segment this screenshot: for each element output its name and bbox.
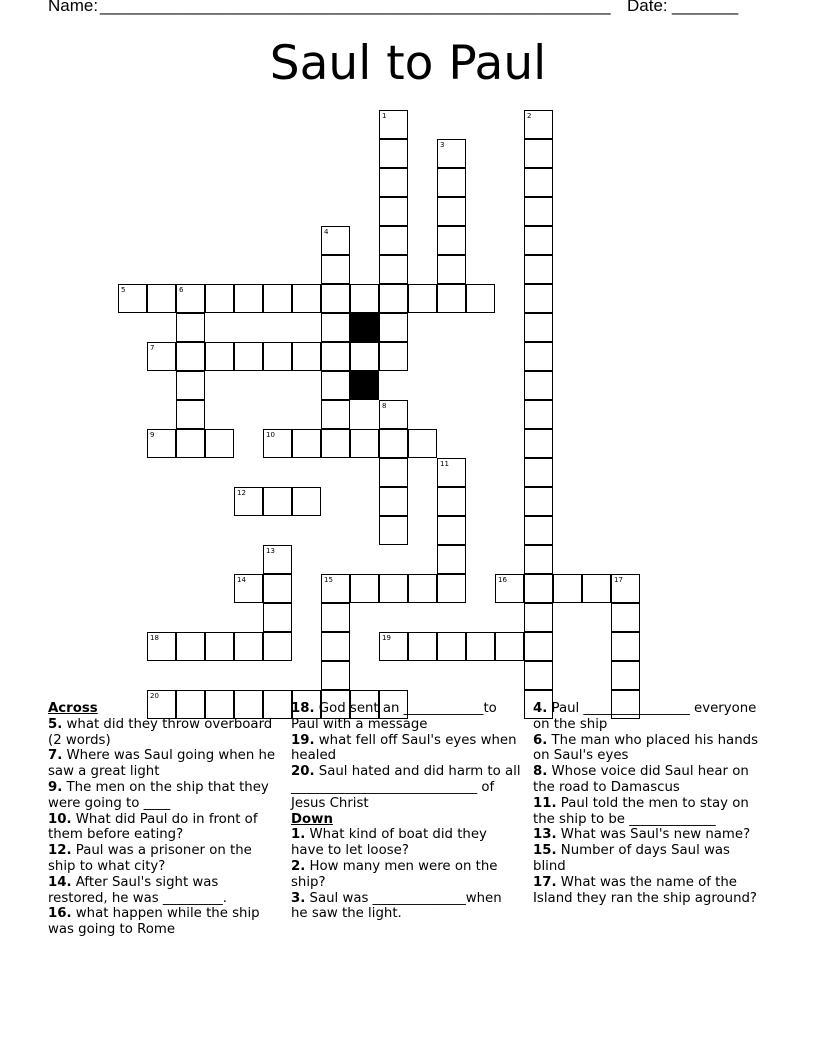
clue-column-2 bbox=[291, 701, 521, 922]
clue-item-number: 14. bbox=[48, 874, 72, 890]
clue-item-number: 15. bbox=[533, 843, 557, 859]
grid-cell[interactable] bbox=[176, 284, 205, 313]
clue-number: 17 bbox=[614, 576, 623, 584]
date-label: Date: bbox=[627, 0, 668, 15]
clue-item-text: what did they throw overboard (2 words) bbox=[48, 716, 273, 748]
clue-column-1 bbox=[48, 701, 278, 938]
grid-cell[interactable] bbox=[524, 371, 553, 400]
grid-cell[interactable] bbox=[234, 632, 263, 661]
grid-cell[interactable] bbox=[350, 342, 379, 371]
grid-cell[interactable] bbox=[350, 574, 379, 603]
clue-item-number: 1. bbox=[291, 827, 306, 843]
grid-cell[interactable] bbox=[176, 313, 205, 342]
grid-cell[interactable] bbox=[263, 429, 292, 458]
grid-cell[interactable] bbox=[524, 342, 553, 371]
grid-cell[interactable] bbox=[379, 168, 408, 197]
grid-cell[interactable] bbox=[524, 313, 553, 342]
grid-cell[interactable] bbox=[437, 197, 466, 226]
clue-number: 12 bbox=[237, 489, 246, 497]
grid-cell[interactable] bbox=[466, 632, 495, 661]
clue-item bbox=[291, 701, 521, 733]
grid-cell[interactable] bbox=[524, 284, 553, 313]
grid-cell[interactable] bbox=[176, 632, 205, 661]
clue-item-text: The men on the ship that they were going to ____ bbox=[48, 779, 269, 811]
clue-item-number: 7. bbox=[48, 748, 63, 764]
clue-number: 6 bbox=[179, 286, 184, 294]
clue-column-3 bbox=[533, 701, 763, 906]
clue-number: 9 bbox=[150, 431, 155, 439]
grid-cell[interactable] bbox=[292, 487, 321, 516]
date-line: _______ bbox=[672, 0, 739, 15]
grid-cell[interactable] bbox=[234, 574, 263, 603]
clue-item-number: 4. bbox=[533, 701, 548, 716]
grid-cell[interactable] bbox=[292, 342, 321, 371]
clue-item-text: After Saul's sight was restored, he was _________. bbox=[48, 874, 227, 906]
grid-cell[interactable] bbox=[321, 400, 350, 429]
page-title: Saul to Paul bbox=[269, 36, 547, 91]
grid-cell[interactable] bbox=[350, 371, 379, 400]
clue-item bbox=[533, 796, 763, 828]
grid-cell[interactable] bbox=[176, 400, 205, 429]
name-label: Name: bbox=[48, 0, 99, 15]
clue-number: 7 bbox=[150, 344, 155, 352]
grid-cell[interactable] bbox=[611, 632, 640, 661]
clue-item bbox=[533, 733, 763, 765]
grid-cell[interactable] bbox=[379, 400, 408, 429]
clue-item-text: Saul was ______________when he saw the light. bbox=[291, 890, 502, 922]
grid-cell[interactable] bbox=[524, 226, 553, 255]
clue-item-text: Paul ________________ everyone on the ship bbox=[533, 701, 757, 732]
grid-cell[interactable] bbox=[321, 226, 350, 255]
grid-cell[interactable] bbox=[147, 342, 176, 371]
clue-number: 16 bbox=[498, 576, 507, 584]
clue-item-number: 20. bbox=[291, 764, 315, 780]
grid-cell[interactable] bbox=[524, 139, 553, 168]
clue-number: 8 bbox=[382, 402, 387, 410]
grid-cell[interactable] bbox=[408, 284, 437, 313]
clue-item-number: 9. bbox=[48, 779, 63, 795]
grid-cell[interactable] bbox=[321, 661, 350, 690]
clue-number: 13 bbox=[266, 547, 275, 555]
clue-number: 11 bbox=[440, 460, 449, 468]
clue-item-number: 8. bbox=[533, 764, 548, 780]
clue-item-number: 13. bbox=[533, 827, 557, 843]
clue-item bbox=[48, 875, 278, 907]
clue-item bbox=[48, 812, 278, 844]
grid-cell[interactable] bbox=[611, 661, 640, 690]
grid-cell[interactable] bbox=[437, 139, 466, 168]
clue-number: 19 bbox=[382, 634, 391, 642]
clue-item bbox=[291, 859, 521, 891]
grid-cell[interactable] bbox=[437, 255, 466, 284]
grid-cell[interactable] bbox=[379, 487, 408, 516]
grid-cell[interactable] bbox=[263, 342, 292, 371]
grid-cell[interactable] bbox=[234, 342, 263, 371]
name-line: ______________________________________________________ bbox=[100, 0, 611, 15]
grid-cell[interactable] bbox=[379, 429, 408, 458]
grid-cell[interactable] bbox=[321, 342, 350, 371]
grid-cell[interactable] bbox=[437, 487, 466, 516]
grid-cell[interactable] bbox=[437, 226, 466, 255]
grid-cell[interactable] bbox=[524, 603, 553, 632]
grid-cell[interactable] bbox=[379, 110, 408, 139]
clue-item-number: 3. bbox=[291, 890, 306, 906]
grid-cell[interactable] bbox=[147, 429, 176, 458]
clue-item bbox=[48, 906, 278, 938]
grid-cell[interactable] bbox=[147, 284, 176, 313]
grid-cell[interactable] bbox=[437, 545, 466, 574]
grid-cell[interactable] bbox=[524, 110, 553, 139]
clue-item-text: Paul told the men to stay on the ship to be _____________ bbox=[533, 795, 749, 827]
grid-cell[interactable] bbox=[176, 342, 205, 371]
clue-number: 5 bbox=[121, 286, 126, 294]
grid-cell[interactable] bbox=[524, 255, 553, 284]
grid-cell[interactable] bbox=[350, 313, 379, 342]
grid-cell[interactable] bbox=[524, 632, 553, 661]
grid-cell[interactable] bbox=[466, 284, 495, 313]
grid-cell[interactable] bbox=[379, 139, 408, 168]
grid-cell[interactable] bbox=[495, 574, 524, 603]
grid-cell[interactable] bbox=[205, 342, 234, 371]
grid-cell[interactable] bbox=[495, 632, 524, 661]
grid-cell[interactable] bbox=[263, 487, 292, 516]
grid-cell[interactable] bbox=[263, 632, 292, 661]
grid-cell[interactable] bbox=[437, 632, 466, 661]
clue-item-text: Paul was a prisoner on the ship to what city? bbox=[48, 843, 252, 874]
grid-cell[interactable] bbox=[321, 429, 350, 458]
clue-number: 3 bbox=[440, 141, 445, 149]
clue-item bbox=[291, 827, 521, 859]
grid-cell[interactable] bbox=[408, 429, 437, 458]
grid-cell[interactable] bbox=[321, 632, 350, 661]
grid-cell[interactable] bbox=[408, 574, 437, 603]
grid-cell[interactable] bbox=[611, 603, 640, 632]
grid-cell[interactable] bbox=[321, 255, 350, 284]
clue-item-text: How many men were on the ship? bbox=[291, 858, 498, 890]
clue-item-text: what fell off Saul's eyes when healed bbox=[291, 732, 517, 764]
clue-number: 18 bbox=[150, 634, 159, 642]
grid-cell[interactable] bbox=[205, 632, 234, 661]
grid-cell[interactable] bbox=[205, 429, 234, 458]
clue-number: 1 bbox=[382, 112, 387, 120]
grid-cell[interactable] bbox=[582, 574, 611, 603]
clue-item bbox=[48, 780, 278, 812]
grid-cell[interactable] bbox=[524, 661, 553, 690]
grid-cell[interactable] bbox=[379, 574, 408, 603]
clue-item-text: What did Paul do in front of them before eating? bbox=[48, 811, 258, 843]
grid-cell[interactable] bbox=[205, 284, 234, 313]
clue-item-text: what happen while the ship was going to Rome bbox=[48, 906, 260, 938]
clue-item bbox=[533, 764, 763, 796]
clue-item bbox=[533, 701, 763, 733]
clue-item bbox=[533, 827, 763, 843]
grid-cell[interactable] bbox=[524, 574, 553, 603]
grid-cell[interactable] bbox=[437, 284, 466, 313]
grid-cell[interactable] bbox=[524, 545, 553, 574]
grid-cell[interactable] bbox=[321, 574, 350, 603]
clue-item-number: 18. bbox=[291, 701, 315, 716]
clue-item-text: What was the name of the Island they ran the ship aground? bbox=[533, 874, 757, 906]
clue-item-number: 17. bbox=[533, 874, 557, 890]
clue-item-text: What was Saul's new name? bbox=[556, 827, 751, 843]
grid-cell[interactable] bbox=[234, 487, 263, 516]
clue-item-number: 11. bbox=[533, 795, 557, 811]
grid-cell[interactable] bbox=[437, 516, 466, 545]
grid-cell[interactable] bbox=[321, 284, 350, 313]
grid-cell[interactable] bbox=[524, 458, 553, 487]
clue-number: 14 bbox=[237, 576, 246, 584]
clue-section-heading: Across bbox=[48, 701, 98, 716]
grid-cell[interactable] bbox=[118, 284, 147, 313]
clue-item-number: 10. bbox=[48, 811, 72, 827]
grid-cell[interactable] bbox=[379, 342, 408, 371]
grid-cell[interactable] bbox=[263, 284, 292, 313]
grid-cell[interactable] bbox=[437, 458, 466, 487]
clue-item bbox=[291, 733, 521, 765]
clue-item-number: 2. bbox=[291, 858, 306, 874]
grid-cell[interactable] bbox=[234, 284, 263, 313]
clue-item-number: 16. bbox=[48, 906, 72, 922]
clue-item-text: Number of days Saul was blind bbox=[533, 843, 730, 874]
clue-item bbox=[291, 764, 521, 811]
grid-cell[interactable] bbox=[263, 603, 292, 632]
grid-cell[interactable] bbox=[524, 516, 553, 545]
grid-cell[interactable] bbox=[350, 429, 379, 458]
clue-number: 10 bbox=[266, 431, 275, 439]
clue-item-text: Saul hated and did harm to all ____________________________ of Jesus Christ bbox=[291, 764, 521, 811]
grid-cell[interactable] bbox=[176, 429, 205, 458]
clue-item bbox=[48, 717, 278, 749]
clue-item bbox=[291, 891, 521, 923]
grid-cell[interactable] bbox=[379, 632, 408, 661]
clue-item bbox=[533, 843, 763, 875]
grid-cell[interactable] bbox=[379, 516, 408, 545]
grid-cell[interactable] bbox=[524, 400, 553, 429]
clue-item-number: 12. bbox=[48, 843, 72, 859]
clue-item bbox=[533, 875, 763, 907]
clue-item-number: 19. bbox=[291, 732, 315, 748]
grid-cell[interactable] bbox=[176, 371, 205, 400]
clue-number: 4 bbox=[324, 228, 329, 236]
grid-cell[interactable] bbox=[379, 284, 408, 313]
clue-item-text: Whose voice did Saul hear on the road to Damascus bbox=[533, 764, 749, 795]
clue-item-text: What kind of boat did they have to let loose? bbox=[291, 827, 487, 859]
grid-cell[interactable] bbox=[292, 284, 321, 313]
clue-number: 2 bbox=[527, 112, 532, 120]
grid-cell[interactable] bbox=[292, 429, 321, 458]
grid-cell[interactable] bbox=[379, 458, 408, 487]
grid-cell[interactable] bbox=[263, 574, 292, 603]
grid-cell[interactable] bbox=[379, 226, 408, 255]
clue-item-text: God sent an ____________to Paul with a message bbox=[291, 701, 497, 732]
clue-item-text: The man who placed his hands on Saul's eyes bbox=[533, 732, 759, 764]
clue-item bbox=[48, 748, 278, 780]
grid-cell[interactable] bbox=[321, 371, 350, 400]
grid-cell[interactable] bbox=[553, 574, 582, 603]
grid-cell[interactable] bbox=[321, 603, 350, 632]
clue-number: 15 bbox=[324, 576, 333, 584]
grid-cell[interactable] bbox=[379, 255, 408, 284]
grid-cell[interactable] bbox=[524, 429, 553, 458]
clue-item-number: 5. bbox=[48, 716, 63, 732]
grid-cell[interactable] bbox=[437, 574, 466, 603]
grid-cell[interactable] bbox=[524, 168, 553, 197]
clue-item bbox=[48, 843, 278, 875]
clue-number: 20 bbox=[150, 692, 159, 700]
grid-cell[interactable] bbox=[263, 545, 292, 574]
grid-cell[interactable] bbox=[350, 284, 379, 313]
grid-cell[interactable] bbox=[524, 197, 553, 226]
grid-cell[interactable] bbox=[379, 197, 408, 226]
clue-section-heading: Down bbox=[291, 811, 333, 827]
grid-cell[interactable] bbox=[611, 574, 640, 603]
grid-cell[interactable] bbox=[408, 632, 437, 661]
grid-cell[interactable] bbox=[437, 168, 466, 197]
grid-cell[interactable] bbox=[321, 313, 350, 342]
grid-cell[interactable] bbox=[147, 632, 176, 661]
clue-item-text: Where was Saul going when he saw a great light bbox=[48, 748, 276, 780]
grid-cell[interactable] bbox=[524, 487, 553, 516]
grid-cell[interactable] bbox=[379, 313, 408, 342]
clue-item-number: 6. bbox=[533, 732, 548, 748]
